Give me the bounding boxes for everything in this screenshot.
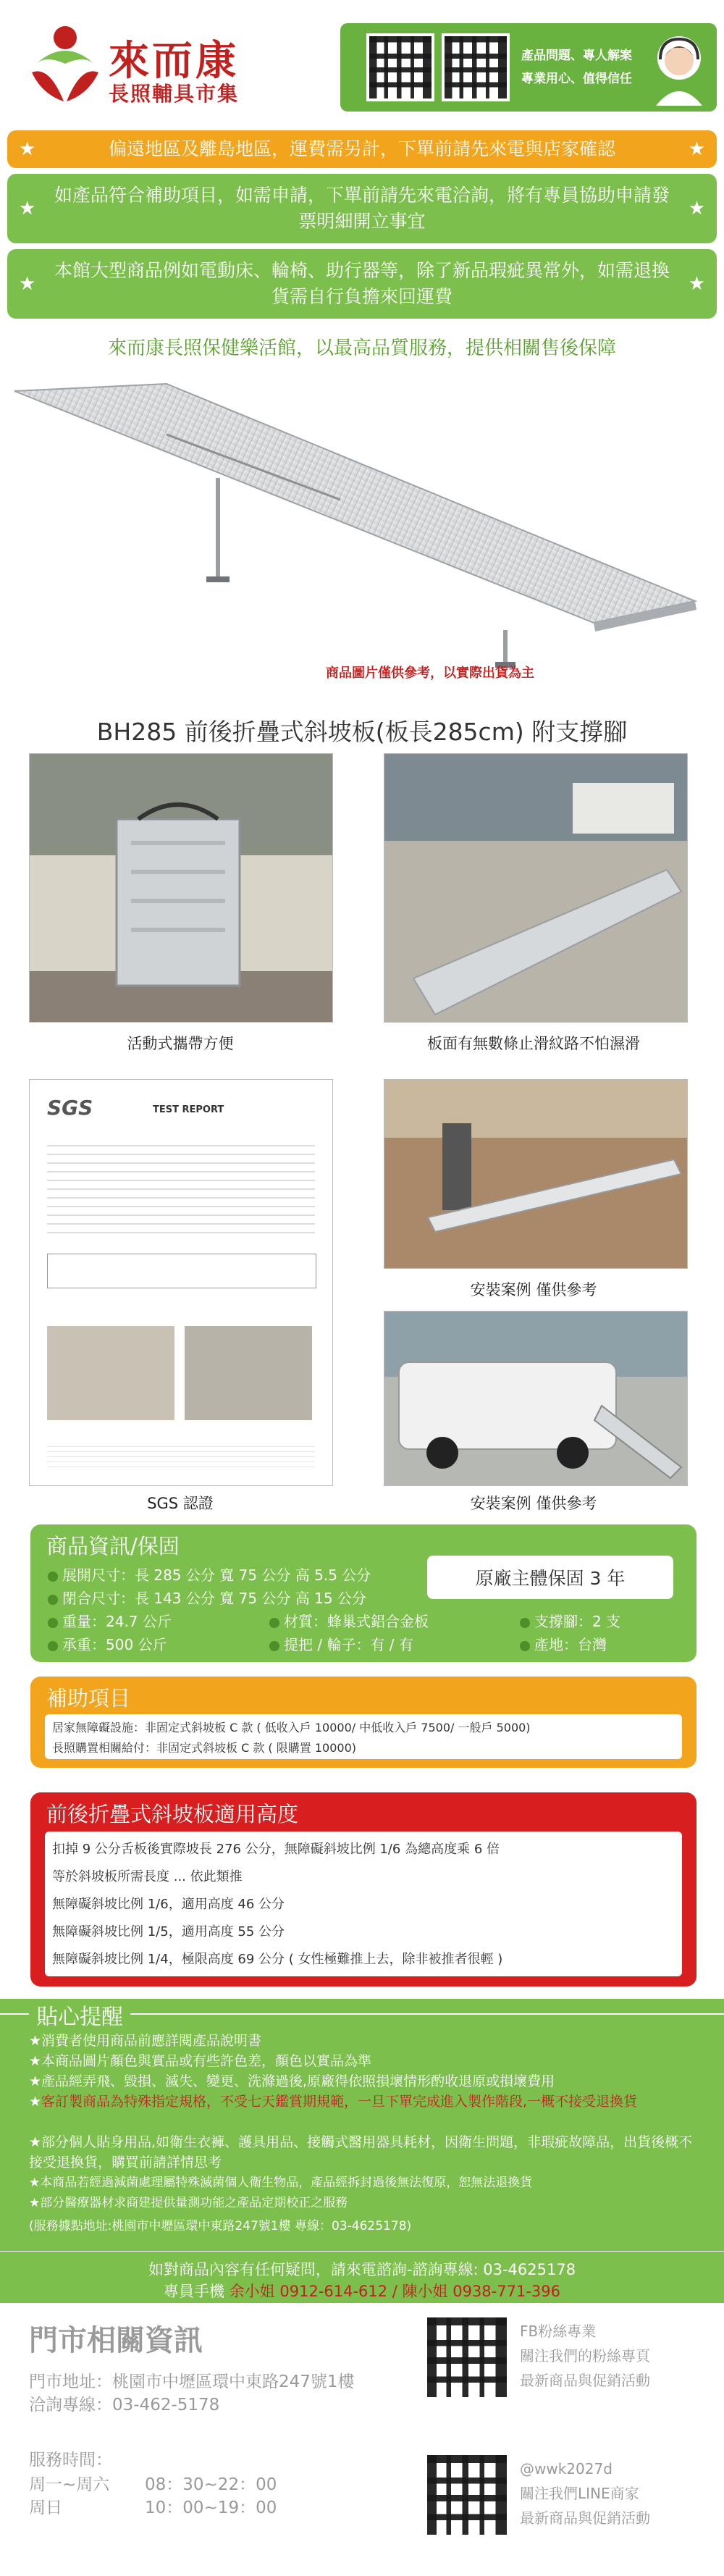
reminder-item: ★本商品若經過減菌處理屬特殊滅菌個人衛生物品，產品經拆封過後無法復原，恕無法退換貨 bbox=[29, 2176, 533, 2190]
product-title: BH285 前後折疊式斜坡板(板長285cm) 附支撐腳 bbox=[96, 718, 628, 746]
photo-install-case-2 bbox=[384, 1311, 688, 1486]
notice-text: 如產品符合補助項目，如需申請，下單前請先來電洽詢，將有專員協助申請發票明細開立事宜 bbox=[54, 185, 670, 232]
info-spec: 承重：500 公斤 bbox=[48, 1633, 167, 1654]
photo-caption: 板面有無數條止滑紋路不怕濕滑 bbox=[427, 1035, 640, 1052]
reminder-item: (服務據點地址:桃園市中壢區環中東路247號1樓 專線：03-4625178) bbox=[29, 2219, 412, 2233]
height-line: 無障礙斜坡比例 1/5，適用高度 55 公分 bbox=[52, 1924, 285, 1939]
hours-label: 服務時間： bbox=[29, 2451, 112, 2470]
reminder-item: ★產品經弄飛、毀損、滅失、變更、洗滌過後,原廠得依照損壞情形酌收退原或損壞費用 bbox=[29, 2073, 555, 2089]
notice-text: 本館大型商品例如電動床、輪椅、助行器等，除了新品瑕疵異常外，如需退換貨需自行負擔來回運費 bbox=[54, 260, 670, 307]
photo-caption: 活動式攜帶方便 bbox=[127, 1035, 234, 1052]
info-spec: 產地：台灣 bbox=[520, 1633, 607, 1654]
product-image bbox=[0, 362, 724, 681]
fb-info: FB粉絲專業 關注我們的粉絲專頁 最新商品與促銷活動 bbox=[520, 2323, 650, 2389]
brand-logo-icon bbox=[28, 22, 103, 107]
star-icon: ★ bbox=[688, 273, 705, 295]
store-title: 門市相關資訊 bbox=[29, 2324, 203, 2357]
notice-banner-returns bbox=[7, 249, 717, 319]
reminder-section bbox=[0, 1999, 724, 2216]
info-spec: 支撐腳：2 支 bbox=[520, 1610, 620, 1631]
star-icon: ★ bbox=[19, 138, 36, 160]
store-address: 門市地址：桃園市中壢區環中東路247號1樓 bbox=[29, 2372, 355, 2391]
star-icon: ★ bbox=[19, 198, 36, 219]
warranty-badge: 原廠主體保固 3 年 bbox=[427, 1556, 673, 1599]
photo-anti-slip-surface bbox=[384, 753, 688, 1023]
qr-code-icon[interactable] bbox=[442, 33, 510, 101]
height-line: 扣掉 9 公分舌板後實際坡長 276 公分，無障礙斜坡比例 1/6 為總高度乘 6 倍 bbox=[52, 1842, 500, 1857]
subsidy-title: 補助項目 bbox=[46, 1686, 131, 1711]
hours-days: 周日 bbox=[29, 2499, 62, 2517]
contact-line: 專員手機 余小姐 0912-614-612 / 陳小姐 0938-771-396 bbox=[164, 2283, 560, 2300]
store-phone: 洽詢專線：03-462-5178 bbox=[29, 2396, 220, 2415]
reminder-item: ★客訂製商品為特殊指定規格，不受七天鑑賞期規範，一旦下單完成進入製作階段,一概不接受退換貨 bbox=[29, 2094, 638, 2110]
reminder-title: 貼心提醒 bbox=[29, 1999, 130, 2031]
info-row: 展開尺寸：長 285 公分 寬 75 公分 高 5.5 公分 bbox=[48, 1564, 371, 1585]
photo-carry-case bbox=[29, 753, 333, 1023]
notice-banner-subsidy bbox=[7, 174, 717, 243]
line-qr-code-icon[interactable] bbox=[427, 2455, 507, 2535]
info-spec: 提把 / 輪子：有 / 有 bbox=[269, 1633, 413, 1654]
contact-bar bbox=[0, 2216, 724, 2303]
reminder-item: ★消費者使用商品前應詳閱產品說明書 bbox=[29, 2033, 262, 2049]
header-contact-panel bbox=[340, 23, 717, 112]
customer-service-icon bbox=[644, 30, 714, 106]
sgs-heading: TEST REPORT bbox=[153, 1104, 224, 1115]
star-icon: ★ bbox=[688, 198, 705, 219]
store-info bbox=[0, 2303, 724, 2576]
subsidy-line: 居家無障礙設施：非固定式斜坡板 C 款 ( 低收入戶 10000/ 中低收入戶 7500/ 一般戶 5000) bbox=[52, 1721, 531, 1734]
subsidy-box bbox=[30, 1677, 696, 1768]
hours-time: 10：00~19：00 bbox=[145, 2499, 277, 2517]
brand-name: 來而康 bbox=[109, 37, 239, 85]
height-line: 無障礙斜坡比例 1/4，極限高度 69 公分 ( 女性極難推上去，除非被推者很輕 ) bbox=[52, 1952, 503, 1967]
line-info: @wwk2027d 關注我們LINE商家 最新商品與促銷活動 bbox=[520, 2460, 650, 2527]
applicable-height-box bbox=[30, 1792, 696, 1986]
qr-code-icon[interactable] bbox=[366, 33, 434, 101]
header bbox=[0, 0, 724, 125]
contact-line: 如對商品內容有任何疑問，請來電諮詢-諮詢專線: 03-4625178 bbox=[148, 2261, 576, 2278]
photo-caption: 安裝案例 僅供參考 bbox=[470, 1281, 597, 1299]
reminder-item: ★本商品圖片顏色與實品或有些許色差，顏色以實品為準 bbox=[29, 2053, 372, 2069]
slogan: 來而康長照保健樂活館，以最高品質服務，提供相關售後保障 bbox=[107, 337, 616, 359]
star-icon: ★ bbox=[688, 138, 705, 160]
notice-text: 偏遠地區及離島地區，運費需另計，下單前請先來電與店家確認 bbox=[108, 138, 615, 159]
header-text-1: 產品問題、專人解案 bbox=[521, 49, 632, 63]
sgs-report-photo bbox=[29, 1079, 333, 1486]
info-title: 商品資訊/保固 bbox=[46, 1534, 180, 1558]
info-row: 閉合尺寸：長 143 公分 寬 75 公分 高 15 公分 bbox=[48, 1587, 366, 1608]
hours-days: 周一~周六 bbox=[29, 2475, 110, 2494]
hours-time: 08：30~22：00 bbox=[145, 2475, 277, 2494]
height-title: 前後折疊式斜坡板適用高度 bbox=[46, 1802, 299, 1826]
header-text-2: 專業用心、值得信任 bbox=[521, 72, 632, 86]
image-disclaimer: 商品圖片僅供參考，以實際出貨為主 bbox=[326, 666, 534, 681]
reminder-item: ★部分醫療器材求商建提供量測功能之產品定期校正之服務 bbox=[29, 2196, 348, 2210]
sgs-logo: SGS bbox=[47, 1096, 93, 1120]
reminder-item: ★部分個人貼身用品,如衛生衣褲、護具用品、接觸式醫用器具耗材，因衛生問題，非瑕疵故障品，出貨後概不接受退換貨，購買前請詳情思考 bbox=[29, 2134, 693, 2170]
height-line: 等於斜坡板所需長度 ... 依此類推 bbox=[52, 1869, 243, 1884]
star-icon: ★ bbox=[19, 273, 36, 295]
fb-qr-code-icon[interactable] bbox=[427, 2317, 507, 2397]
photo-caption: SGS 認證 bbox=[147, 1495, 214, 1512]
notice-banner-shipping bbox=[7, 130, 717, 168]
photo-caption: 安裝案例 僅供參考 bbox=[470, 1495, 597, 1512]
photo-install-case-1 bbox=[384, 1079, 688, 1269]
subsidy-line: 長照購置相關給付：非固定式斜坡板 C 款 ( 限購置 10000) bbox=[52, 1741, 356, 1755]
brand-subtitle: 長照輔具市集 bbox=[109, 82, 240, 106]
info-spec: 重量：24.7 公斤 bbox=[48, 1610, 172, 1631]
info-spec: 材質：蜂巢式鋁合金板 bbox=[269, 1610, 429, 1631]
height-line: 無障礙斜坡比例 1/6，適用高度 46 公分 bbox=[52, 1897, 285, 1912]
